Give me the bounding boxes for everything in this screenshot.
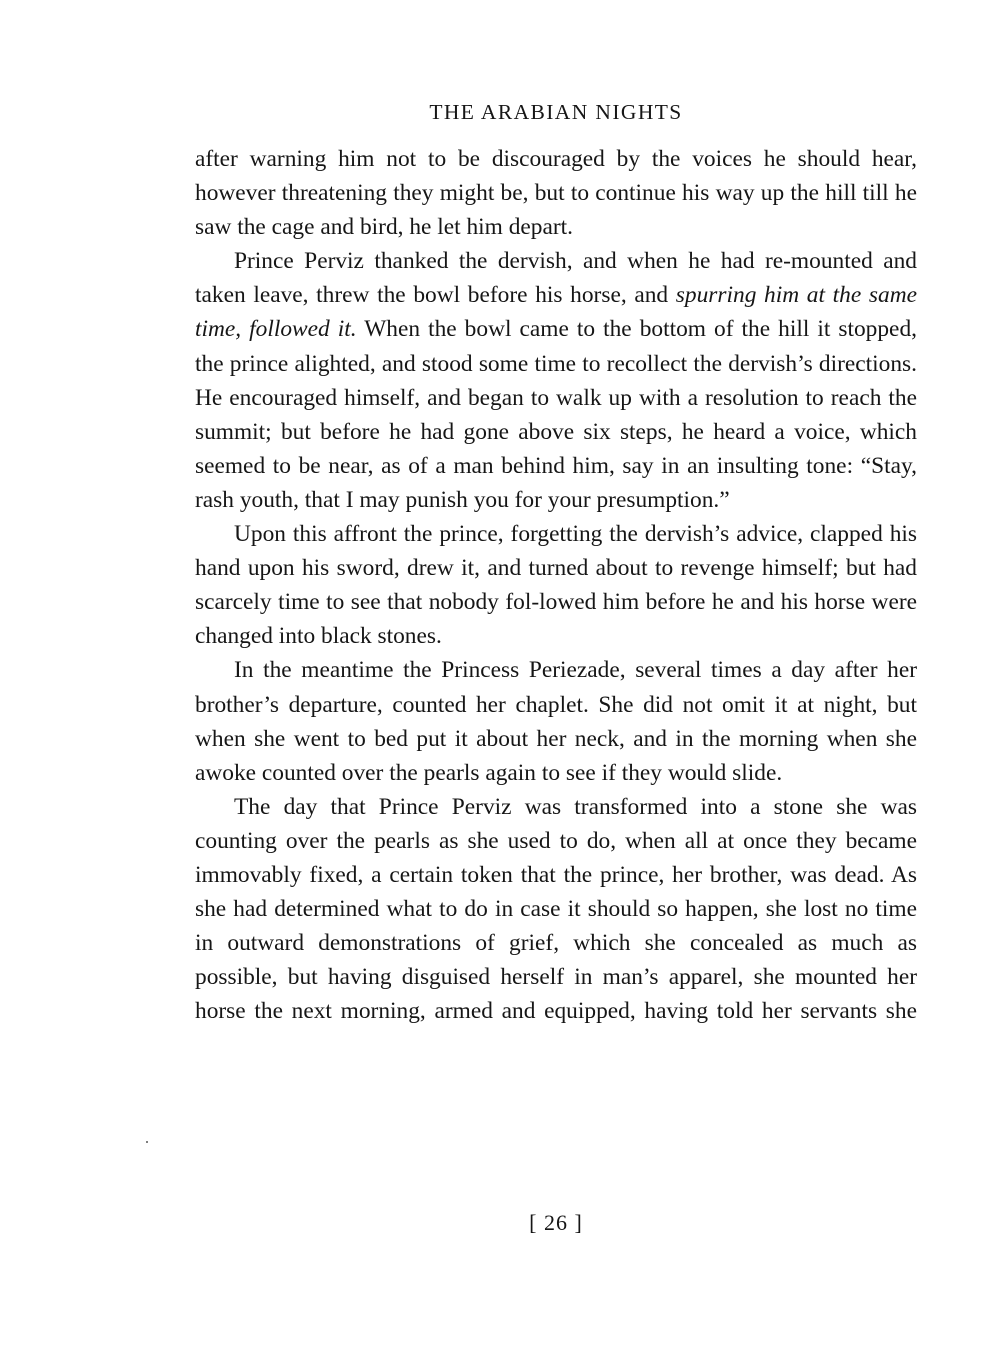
stray-ink-mark (146, 1141, 148, 1143)
body-text (195, 142, 917, 1028)
paragraph-2-text-start: Prince Perviz thanked the dervish, and when he had re-mounted and taken leave, threw the bowl before his horse, and (195, 248, 917, 309)
paragraph-2 (195, 244, 917, 517)
page-number: [ 26 ] (529, 1210, 583, 1235)
paragraph-2-italic-phrase: spurring him at the same time, followed it. (195, 282, 917, 343)
running-head: THE ARABIAN NIGHTS (429, 100, 683, 124)
paragraph-2-text-end: When the bowl came to the bottom of the hill it stopped, the prince alighted, and stood some time to recollect the dervish’s directions. He encouraged himself, and began to walk up with a resolution to reach the summit; but before he had gone above six steps, he heard a voice, which seemed to be near, as of a man behind him, say in an insulting tone: “Stay, rash youth, that I may punish you for your presumption.” (195, 316, 917, 513)
paragraph-1: after warning him not to be discouraged by the voices he should hear, however threatening they might be, but to continue his way up the hill till he saw the cage and bird, he let him depart. (195, 146, 917, 241)
paragraph-5: The day that Prince Perviz was transformed into a stone she was counting over the pearls as she used to do, when all at once they became immovably fixed, a certain token that the prince, her brother, was dead. As she had determined what to do in case it should so happen, she lost no time in outward demonstrations of grief, which she concealed as much as possible, but having disguised herself in man’s apparel, she mounted her horse the next morning, armed and equipped, having told her servants she (195, 793, 917, 1025)
paragraph-3: Upon this affront the prince, forgetting the dervish’s advice, clapped his hand upon his sword, drew it, and turned about to revenge himself; but had scarcely time to see that nobody fol-lowed him before he and his horse were changed into black stones. (195, 521, 917, 650)
paragraph-4: In the meantime the Princess Periezade, several times a day after her brother’s departure, counted her chaplet. She did not omit it at night, but when she went to bed put it about her neck, and in the morning when she awoke counted over the pearls again to see if they would slide. (195, 657, 917, 786)
